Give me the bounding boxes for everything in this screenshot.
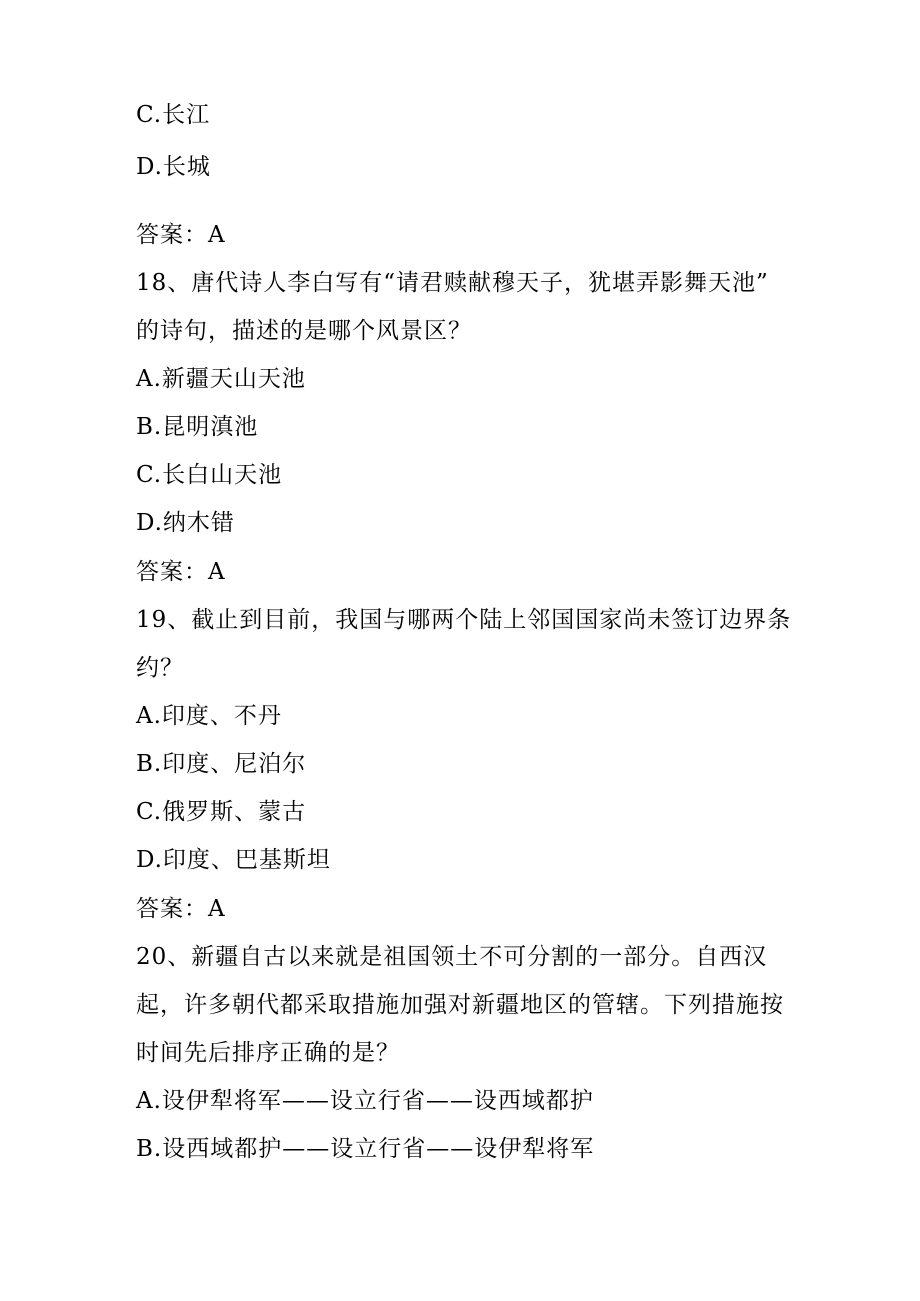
option-a-q20: A.设伊犁将军——设立行省——设西域都护	[136, 1088, 594, 1114]
answer-q18: 答案：A	[136, 559, 226, 585]
answer-q19: 答案：A	[136, 896, 226, 922]
option-b-q20: B.设西域都护——设立行省——设伊犁将军	[136, 1136, 595, 1162]
option-b-q18: B.昆明滇池	[136, 414, 259, 440]
question-18-line-1: 18、唐代诗人李白写有“请君赎献穆天子，犹堪弄影舞天池”	[136, 270, 769, 296]
option-a-q18: A.新疆天山天池	[136, 366, 306, 392]
option-d-q18: D.纳木错	[136, 510, 235, 536]
option-d-q19: D.印度、巴基斯坦	[136, 847, 331, 873]
option-c-q19: C.俄罗斯、蒙古	[136, 799, 307, 825]
option-b-q19: B.印度、尼泊尔	[136, 751, 307, 777]
option-c-q17: C.长江	[136, 102, 211, 128]
question-20-line-3: 时间先后排序正确的是？	[136, 1040, 400, 1066]
answer-q17: 答案：A	[136, 222, 226, 248]
option-d-q17: D.长城	[136, 154, 211, 180]
option-c-q18: C.长白山天池	[136, 462, 283, 488]
option-a-q19: A.印度、不丹	[136, 703, 282, 729]
question-18-line-2: 的诗句，描述的是哪个风景区？	[136, 318, 472, 344]
question-20-line-1: 20、新疆自古以来就是祖国领土不可分割的一部分。自西汉	[136, 944, 768, 970]
question-19-line-2: 约？	[136, 655, 184, 681]
question-19-line-1: 19、截止到目前，我国与哪两个陆上邻国国家尚未签订边界条	[136, 607, 792, 633]
question-20-line-2: 起，许多朝代都采取措施加强对新疆地区的管辖。下列措施按	[136, 992, 784, 1018]
